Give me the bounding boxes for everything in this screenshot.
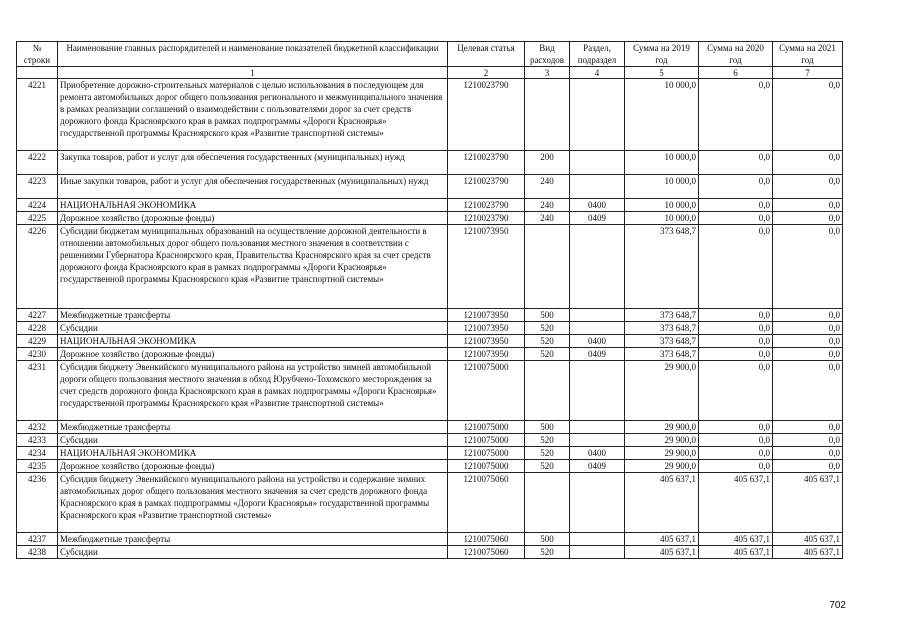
row-number: 4238 [17, 546, 58, 559]
section-code [570, 434, 625, 447]
sum-2020: 0,0 [699, 151, 773, 175]
sum-2021: 0,0 [773, 460, 843, 473]
section-code [570, 546, 625, 559]
table-row [17, 546, 843, 559]
expense-type: 240 [525, 175, 570, 199]
row-name: НАЦИОНАЛЬНАЯ ЭКОНОМИКА [58, 335, 448, 348]
target-article: 1210023790 [448, 79, 525, 151]
sum-2021: 0,0 [773, 212, 843, 225]
sum-2019: 405 637,1 [625, 546, 699, 559]
sum-2020: 0,0 [699, 175, 773, 199]
section-code [570, 175, 625, 199]
expense-type: 520 [525, 546, 570, 559]
sum-2021: 0,0 [773, 199, 843, 212]
sum-2021: 0,0 [773, 79, 843, 151]
expense-type: 240 [525, 199, 570, 212]
sum-2019: 10 000,0 [625, 212, 699, 225]
table-row [17, 361, 843, 421]
budget-table [16, 41, 843, 559]
row-number: 4222 [17, 151, 58, 175]
row-name: Субсидии [58, 546, 448, 559]
section-code: 0409 [570, 348, 625, 361]
target-article: 1210073950 [448, 309, 525, 322]
sum-2019: 373 648,7 [625, 335, 699, 348]
column-number-row [17, 67, 843, 79]
sum-2020: 0,0 [699, 225, 773, 309]
sum-2020: 0,0 [699, 460, 773, 473]
sum-2020: 405 637,1 [699, 533, 773, 546]
sum-2019: 29 900,0 [625, 421, 699, 434]
target-article: 1210075060 [448, 473, 525, 533]
sum-2021: 405 637,1 [773, 533, 843, 546]
target-article: 1210023790 [448, 199, 525, 212]
section-code [570, 225, 625, 309]
section-code [570, 473, 625, 533]
sum-2020: 0,0 [699, 309, 773, 322]
sum-2021: 0,0 [773, 434, 843, 447]
expense-type: 500 [525, 421, 570, 434]
row-number: 4226 [17, 225, 58, 309]
sum-2021: 0,0 [773, 447, 843, 460]
row-name: НАЦИОНАЛЬНАЯ ЭКОНОМИКА [58, 447, 448, 460]
table-row [17, 199, 843, 212]
table-row [17, 348, 843, 361]
header-sum-2021: Сумма на 2021 год [773, 42, 843, 67]
sum-2020: 0,0 [699, 322, 773, 335]
row-number: 4232 [17, 421, 58, 434]
row-number: 4233 [17, 434, 58, 447]
column-number: 4 [570, 67, 625, 79]
section-code: 0400 [570, 335, 625, 348]
target-article: 1210075000 [448, 421, 525, 434]
header-expense-type: Вид расходов [525, 42, 570, 67]
row-number: 4235 [17, 460, 58, 473]
target-article: 1210073950 [448, 335, 525, 348]
row-number: 4230 [17, 348, 58, 361]
row-number: 4227 [17, 309, 58, 322]
header-row-number: № строки [17, 42, 58, 67]
row-name: Дорожное хозяйство (дорожные фонды) [58, 348, 448, 361]
sum-2019: 10 000,0 [625, 151, 699, 175]
column-number: 2 [448, 67, 525, 79]
sum-2020: 0,0 [699, 361, 773, 421]
table-row [17, 533, 843, 546]
expense-type [525, 79, 570, 151]
sum-2019: 10 000,0 [625, 199, 699, 212]
expense-type [525, 473, 570, 533]
sum-2021: 0,0 [773, 175, 843, 199]
table-row [17, 335, 843, 348]
column-number: 3 [525, 67, 570, 79]
sum-2019: 29 900,0 [625, 361, 699, 421]
expense-type: 500 [525, 309, 570, 322]
row-number: 4231 [17, 361, 58, 421]
sum-2021: 405 637,1 [773, 546, 843, 559]
row-name: Субсидии [58, 434, 448, 447]
table-row [17, 421, 843, 434]
sum-2019: 405 637,1 [625, 473, 699, 533]
section-code: 0400 [570, 447, 625, 460]
row-name: Межбюджетные трансферты [58, 309, 448, 322]
row-number: 4221 [17, 79, 58, 151]
row-number: 4223 [17, 175, 58, 199]
row-number: 4224 [17, 199, 58, 212]
expense-type: 500 [525, 533, 570, 546]
sum-2019: 373 648,7 [625, 225, 699, 309]
table-row [17, 151, 843, 175]
target-article: 1210073950 [448, 225, 525, 309]
page-number: 702 [829, 600, 846, 611]
section-code [570, 361, 625, 421]
sum-2019: 29 900,0 [625, 460, 699, 473]
expense-type [525, 361, 570, 421]
row-name: Приобретение дорожно-строительных материалов с целью использования в последующем для ремонта автомобильных дорог общего пользования регионального и межмуниципального значения в рамках реализации соглашений о взаимодействии с пользователями дорог за счет средств дорожного фонда Красноярского края в рамках подпрограммы «Дороги Красноярья» государственной программы Красноярского края «Развитие транспортной системы» [58, 79, 448, 151]
section-code [570, 151, 625, 175]
column-number [17, 67, 58, 79]
sum-2019: 29 900,0 [625, 447, 699, 460]
sum-2019: 10 000,0 [625, 79, 699, 151]
table-row [17, 460, 843, 473]
table-row [17, 79, 843, 151]
expense-type [525, 225, 570, 309]
header-section: Раздел, подраздел [570, 42, 625, 67]
row-name: Субсидии [58, 322, 448, 335]
sum-2020: 405 637,1 [699, 546, 773, 559]
row-name: Закупка товаров, работ и услуг для обеспечения государственных (муниципальных) нужд [58, 151, 448, 175]
table-body [17, 79, 843, 559]
sum-2020: 0,0 [699, 348, 773, 361]
sum-2020: 0,0 [699, 434, 773, 447]
row-number: 4237 [17, 533, 58, 546]
sum-2021: 0,0 [773, 361, 843, 421]
row-name: Дорожное хозяйство (дорожные фонды) [58, 212, 448, 225]
section-code [570, 421, 625, 434]
expense-type: 520 [525, 322, 570, 335]
sum-2019: 10 000,0 [625, 175, 699, 199]
row-name: Межбюджетные трансферты [58, 421, 448, 434]
table-row [17, 212, 843, 225]
sum-2021: 0,0 [773, 225, 843, 309]
table-header [17, 42, 843, 79]
sum-2020: 0,0 [699, 447, 773, 460]
table-row [17, 434, 843, 447]
row-name: Иные закупки товаров, работ и услуг для обеспечения государственных (муниципальных) нужд [58, 175, 448, 199]
section-code [570, 79, 625, 151]
section-code [570, 322, 625, 335]
sum-2021: 0,0 [773, 421, 843, 434]
row-number: 4228 [17, 322, 58, 335]
target-article: 1210073950 [448, 322, 525, 335]
table-row [17, 447, 843, 460]
header-sum-2020: Сумма на 2020 год [699, 42, 773, 67]
table-row [17, 322, 843, 335]
target-article: 1210073950 [448, 348, 525, 361]
sum-2021: 0,0 [773, 335, 843, 348]
sum-2019: 29 900,0 [625, 434, 699, 447]
column-number: 7 [773, 67, 843, 79]
table-row [17, 175, 843, 199]
section-code: 0400 [570, 199, 625, 212]
expense-type: 520 [525, 460, 570, 473]
section-code: 0409 [570, 460, 625, 473]
sum-2020: 0,0 [699, 212, 773, 225]
sum-2021: 0,0 [773, 309, 843, 322]
target-article: 1210023790 [448, 151, 525, 175]
sum-2020: 0,0 [699, 79, 773, 151]
sum-2019: 373 648,7 [625, 309, 699, 322]
sum-2020: 0,0 [699, 421, 773, 434]
row-name: Субсидии бюджетам муниципальных образований на осуществление дорожной деятельности в отношении автомобильных дорог общего пользования местного значения в соответствии с решениями Губернатора Красноярского края, Правительства Красноярского края за счет средств дорожного фонда Красноярского края в рамках подпрограммы «Дороги Красноярья» государственной программы Красноярского края «Развитие транспортной системы» [58, 225, 448, 309]
column-number: 1 [58, 67, 448, 79]
target-article: 1210075000 [448, 447, 525, 460]
section-code [570, 533, 625, 546]
row-number: 4225 [17, 212, 58, 225]
row-number: 4234 [17, 447, 58, 460]
header-sum-2019: Сумма на 2019 год [625, 42, 699, 67]
target-article: 1210075060 [448, 533, 525, 546]
expense-type: 520 [525, 447, 570, 460]
column-number: 5 [625, 67, 699, 79]
sum-2021: 405 637,1 [773, 473, 843, 533]
row-name: Субсидия бюджету Эвенкийского муниципального района на устройство зимней автомобильной дороги общего пользования местного значения в обход Юрубчено-Тохомского месторождения за счет средств дорожного фонда Красноярского края в рамках подпрограммы «Дороги Красноярья» государственной программы Красноярского края «Развитие транспортной системы» [58, 361, 448, 421]
sum-2019: 373 648,7 [625, 348, 699, 361]
sum-2019: 405 637,1 [625, 533, 699, 546]
row-name: Межбюджетные трансферты [58, 533, 448, 546]
sum-2020: 405 637,1 [699, 473, 773, 533]
row-name: Субсидия бюджету Эвенкийского муниципального района на устройство и содержание зимних автомобильных дорог общего пользования местного значения за счет средств дорожного фонда Красноярского края в рамках подпрограммы «Дороги Красноярья» государственной программы Красноярского края «Развитие транспортной системы» [58, 473, 448, 533]
table-row [17, 225, 843, 309]
sum-2020: 0,0 [699, 335, 773, 348]
row-name: НАЦИОНАЛЬНАЯ ЭКОНОМИКА [58, 199, 448, 212]
header-name: Наименование главных распорядителей и наименование показателей бюджетной классификации [58, 42, 448, 67]
table-row [17, 309, 843, 322]
expense-type: 520 [525, 335, 570, 348]
sum-2020: 0,0 [699, 199, 773, 212]
row-number: 4229 [17, 335, 58, 348]
expense-type: 520 [525, 434, 570, 447]
expense-type: 520 [525, 348, 570, 361]
table-row [17, 473, 843, 533]
expense-type: 200 [525, 151, 570, 175]
target-article: 1210023790 [448, 212, 525, 225]
target-article: 1210023790 [448, 175, 525, 199]
sum-2021: 0,0 [773, 151, 843, 175]
target-article: 1210075000 [448, 460, 525, 473]
section-code [570, 309, 625, 322]
target-article: 1210075000 [448, 361, 525, 421]
row-number: 4236 [17, 473, 58, 533]
sum-2021: 0,0 [773, 348, 843, 361]
target-article: 1210075000 [448, 434, 525, 447]
target-article: 1210075060 [448, 546, 525, 559]
row-name: Дорожное хозяйство (дорожные фонды) [58, 460, 448, 473]
expense-type: 240 [525, 212, 570, 225]
sum-2019: 373 648,7 [625, 322, 699, 335]
header-target-article: Целевая статья [448, 42, 525, 67]
column-number: 6 [699, 67, 773, 79]
section-code: 0409 [570, 212, 625, 225]
sum-2021: 0,0 [773, 322, 843, 335]
